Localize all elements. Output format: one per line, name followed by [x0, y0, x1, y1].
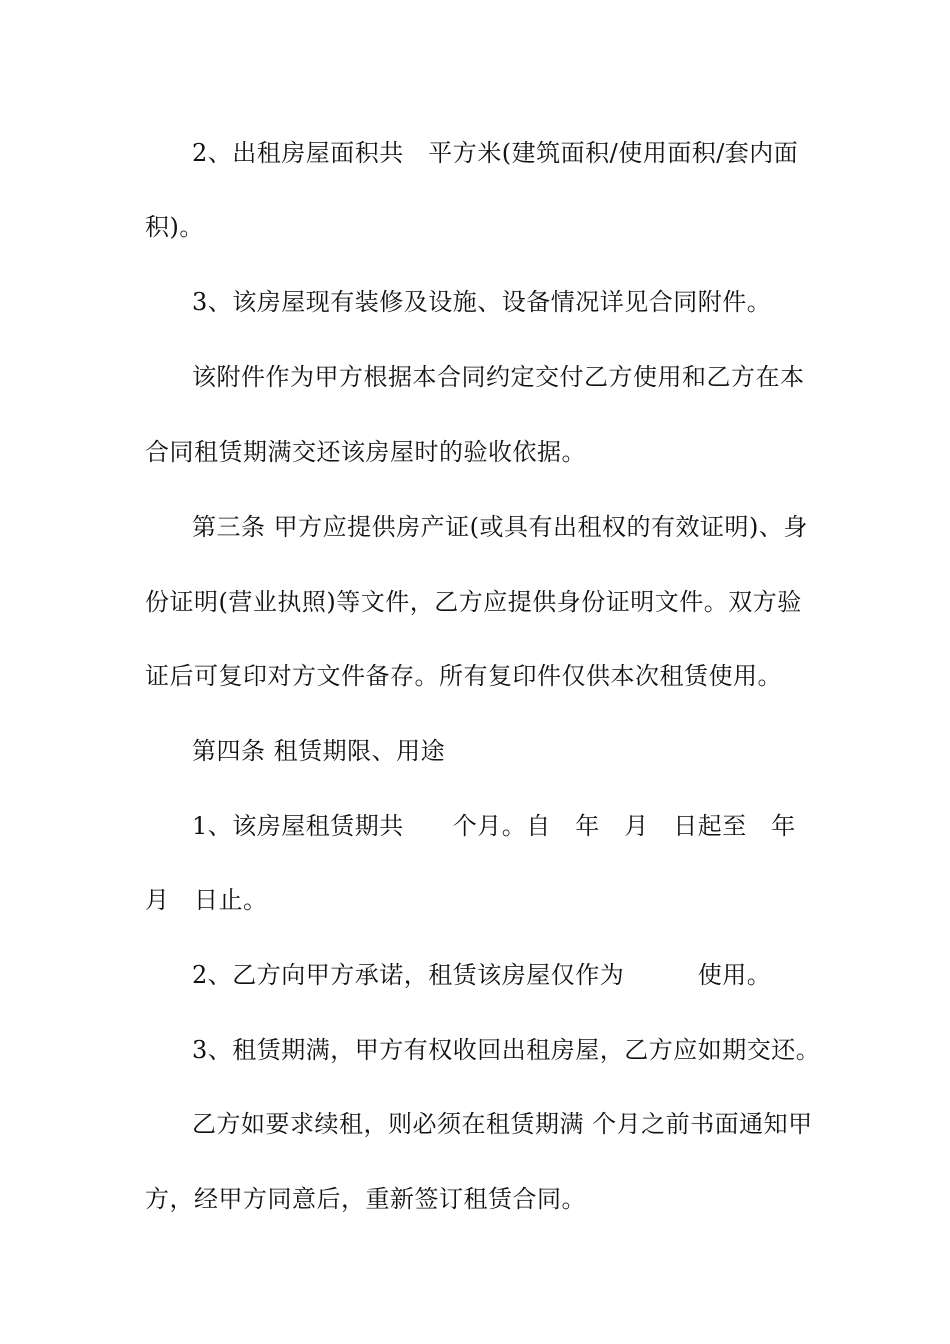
facilities-clause-line: 3、该房屋现有装修及设施、设备情况详见合同附件。 — [192, 288, 772, 316]
article-three-continuation-1: 份证明(营业执照)等文件，乙方应提供身份证明文件。双方验 — [145, 588, 802, 616]
article-three-continuation-2: 证后可复印对方文件备存。所有复印件仅供本次租赁使用。 — [145, 662, 782, 690]
lease-term-line: 1、该房屋租赁期共 个月。自 年 月 日起至 年 — [192, 812, 796, 840]
article-three-line: 第三条 甲方应提供房产证(或具有出租权的有效证明)、身 — [192, 513, 808, 541]
renewal-continuation: 方，经甲方同意后，重新签订租赁合同。 — [145, 1185, 586, 1213]
renewal-line: 乙方如要求续租，则必须在租赁期满 个月之前书面通知甲 — [192, 1110, 813, 1138]
area-clause-continuation: 积)。 — [145, 213, 204, 241]
article-four-heading: 第四条 租赁期限、用途 — [192, 737, 446, 765]
usage-promise-line: 2、乙方向甲方承诺，租赁该房屋仅作为 使用。 — [192, 961, 772, 989]
lease-expiry-line: 3、租赁期满，甲方有权收回出租房屋，乙方应如期交还。 — [192, 1036, 821, 1064]
attachment-clause-line: 该附件作为甲方根据本合同约定交付乙方使用和乙方在本 — [192, 363, 805, 391]
attachment-clause-continuation: 合同租赁期满交还该房屋时的验收依据。 — [145, 438, 586, 466]
area-clause-line: 2、出租房屋面积共 平方米(建筑面积/使用面积/套内面 — [192, 139, 799, 167]
lease-term-continuation: 月 日止。 — [145, 886, 268, 914]
